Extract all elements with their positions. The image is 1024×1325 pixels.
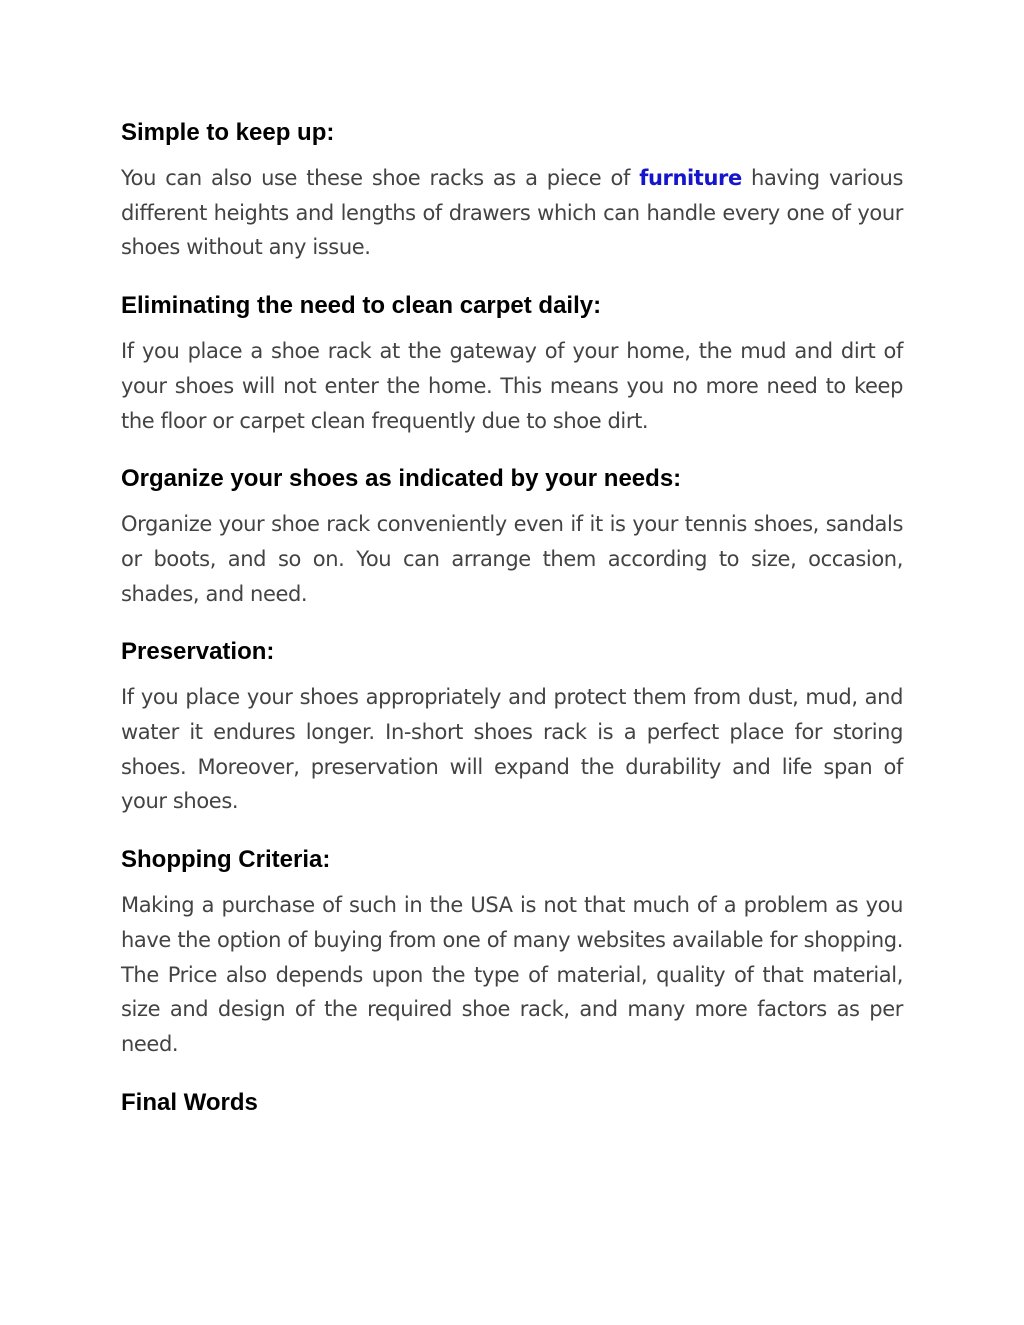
section-shopping-criteria bbox=[121, 845, 903, 1062]
section-final-words bbox=[121, 1088, 903, 1118]
document-page bbox=[121, 118, 903, 1144]
furniture-link[interactable]: furniture bbox=[639, 166, 742, 190]
section-paragraph: Organize your shoe rack conveniently even if it is your tennis shoes, sandals or boots, and so on. You can arrange them according to size, occasion, shades, and need. bbox=[121, 512, 903, 606]
section-paragraph: If you place a shoe rack at the gateway of your home, the mud and dirt of your shoes will not enter the home. This means you no more need to keep the floor or carpet clean frequently due to shoe dirt. bbox=[121, 339, 903, 433]
section-organize-shoes bbox=[121, 464, 903, 611]
section-eliminating-cleaning bbox=[121, 291, 903, 438]
section-paragraph: Making a purchase of such in the USA is not that much of a problem as you have the option of buying from one of many websites available for shopping. The Price also depends upon the type of material, quality of that material, size and design of the required shoe rack, and many more factors as per need. bbox=[121, 893, 903, 1056]
paragraph-text: You can also use these shoe racks as a piece of bbox=[121, 166, 640, 190]
section-simple-to-keep-up bbox=[121, 118, 903, 265]
section-heading: Organize your shoes as indicated by your needs: bbox=[121, 465, 682, 493]
section-heading: Eliminating the need to clean carpet daily: bbox=[121, 292, 602, 320]
section-heading: Preservation: bbox=[121, 638, 275, 666]
section-heading: Final Words bbox=[121, 1088, 258, 1116]
paragraph-text: having various different heights and lengths of drawers which can handle every one of your shoes without any issue. bbox=[121, 166, 904, 260]
section-preservation bbox=[121, 637, 903, 819]
section-paragraph: If you place your shoes appropriately and protect them from dust, mud, and water it endures longer. In-short shoes rack is a perfect place for storing shoes. Moreover, preservation will expand the durability and life span of your shoes. bbox=[121, 685, 903, 814]
section-heading: Simple to keep up: bbox=[121, 119, 335, 146]
section-heading: Shopping Criteria: bbox=[121, 846, 331, 874]
section-paragraph bbox=[121, 161, 903, 265]
